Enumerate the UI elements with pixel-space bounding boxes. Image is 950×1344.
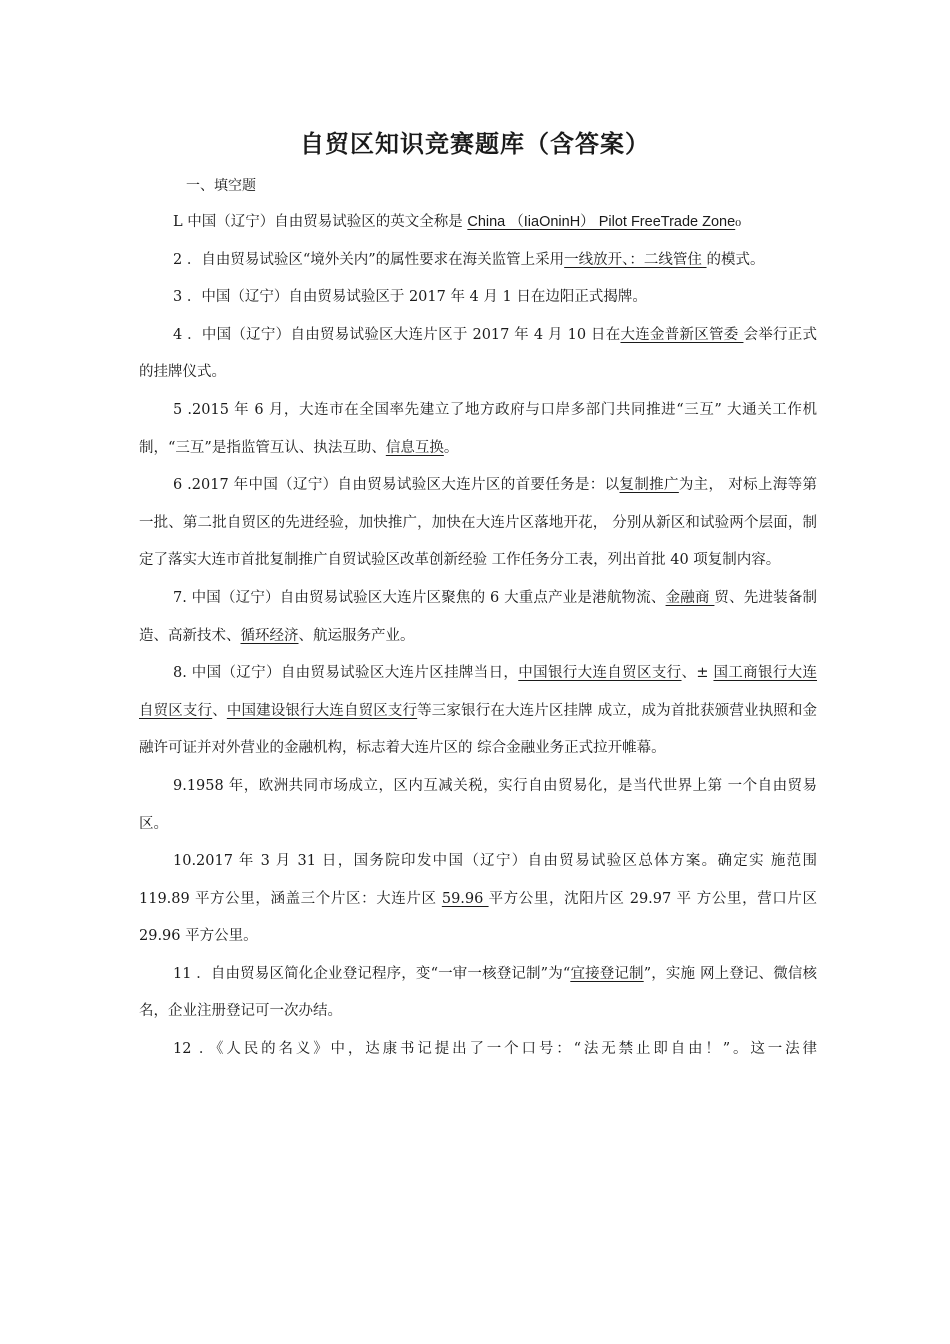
answer-blank: 59.96 xyxy=(441,890,489,907)
page-title: 自贸区知识竞赛题库（含答案） xyxy=(300,130,650,158)
question-text: 的模式。 xyxy=(706,251,765,268)
question-text: 贸、先进装备制造、高新技术、 xyxy=(139,589,818,644)
answer-blank: 中国银行大连自贸区支行 xyxy=(518,665,682,682)
question-text: 6 .2017 年中国（辽宁）自由贸易试验区大连片区的首要任务是：以 xyxy=(173,477,620,494)
question-text: 、 xyxy=(212,702,227,719)
question-8 xyxy=(139,655,817,768)
answer-blank: 宜接登记制 xyxy=(570,965,644,982)
answer-blank: 中国建设银行大连自贸区支行 xyxy=(226,702,418,719)
answer-blank: 信息互换 xyxy=(385,439,444,456)
question-text: 平方公里，沈阳片区 29.97 平 方公里，营口片区 29.96 平方公里。 xyxy=(139,890,818,945)
answer-blank: 循环经济 xyxy=(240,627,299,644)
question-5 xyxy=(139,392,817,467)
answer-blank: 大连金普新区管委 xyxy=(620,326,744,343)
question-text: 9.1958 年，欧洲共同市场成立，区内互减关税，实行自由贸易化，是当代世界上第 一个自由贸易区。 xyxy=(139,777,817,832)
question-3 xyxy=(139,279,817,317)
question-text: ₀ xyxy=(735,214,742,230)
question-text: 10.2017 年 3 月 31 日，国务院印发中国（辽宁）自由贸易试验区总体方案。确定实 施范围 119.89 平方公里，涵盖三个片区：大连片区 xyxy=(139,853,817,907)
question-text: 11 ．自由贸易区简化企业登记程序，变“一审一核登记制”为“ xyxy=(173,965,571,982)
question-text: 会举行正式的挂牌仪式。 xyxy=(139,326,818,381)
question-text: 4 ．中国（辽宁）自由贸易试验区大连片区于 2017 年 4 月 10 日在 xyxy=(173,326,621,343)
question-7 xyxy=(139,580,817,655)
question-6 xyxy=(139,467,817,580)
question-text: 2 ．自由贸易试验区“境外关内”的属性要求在海关监管上采用 xyxy=(173,251,565,268)
question-10 xyxy=(139,843,817,956)
question-12 xyxy=(139,1031,817,1069)
question-text: 8. 中国（辽宁）自由贸易试验区大连片区挂牌当日， xyxy=(173,665,519,682)
question-1 xyxy=(139,204,817,242)
question-text: 等三家银行在大连片区挂牌 成立，成为首批获颁营业执照和金融许可证并对外营业的金融机构，标志着大连片区的 综合金融业务正式拉开帷幕。 xyxy=(139,702,818,757)
question-text: L 中国（辽宁）自由贸易试验区的英文全称是 xyxy=(173,214,468,230)
question-4 xyxy=(139,317,817,392)
question-text: 12 ．《人民的名义》中，达康书记提出了一个口号：“法无禁止即自由！”。这一法律 xyxy=(173,1041,817,1058)
answer-blank: 一线放开、：二线管住 xyxy=(564,251,707,268)
answer-blank: China （IiaOninH） Pilot FreeTrade Zone xyxy=(467,214,736,230)
question-text: 为主， 对标上海等第一批、第二批自贸区的先进经验，加快推广，加快在大连片区落地开花， 分别从新区和试验两个层面，制定了落实大连市首批复制推广自贸试验区改革创新经验 工作任务分工表，列出首批 40 项复制内容。 xyxy=(139,477,818,569)
answer-blank: 复制推广 xyxy=(619,477,679,494)
question-text: 7. 中国（辽宁）自由贸易试验区大连片区聚焦的 6 大重点产业是港航物流、 xyxy=(173,589,666,606)
question-text: 。 xyxy=(443,439,459,456)
question-text: 3 ．中国（辽宁）自由贸易试验区于 2017 年 4 月 1 日在边阳正式揭牌。 xyxy=(173,289,647,306)
question-text: 5 .2015 年 6 月，大连市在全国率先建立了地方政府与口岸多部门共同推进“三互” 大通关工作机制，“三互”是指监管互认、执法互助、 xyxy=(139,401,817,456)
answer-blank: 金融商 xyxy=(665,589,715,606)
question-text: ”，实施 网上登记、微信核名，企业注册登记可一次办结。 xyxy=(139,965,818,1020)
answer-blank: 国工商银行大连自贸区支行 xyxy=(139,665,818,719)
question-text: 、航运服务产业。 xyxy=(298,627,415,644)
question-9 xyxy=(139,768,817,843)
question-list xyxy=(139,204,817,1069)
question-11 xyxy=(139,956,817,1031)
question-text: 、± xyxy=(681,665,714,682)
question-2 xyxy=(139,242,817,280)
section-heading: 一、填空题 xyxy=(186,178,256,194)
